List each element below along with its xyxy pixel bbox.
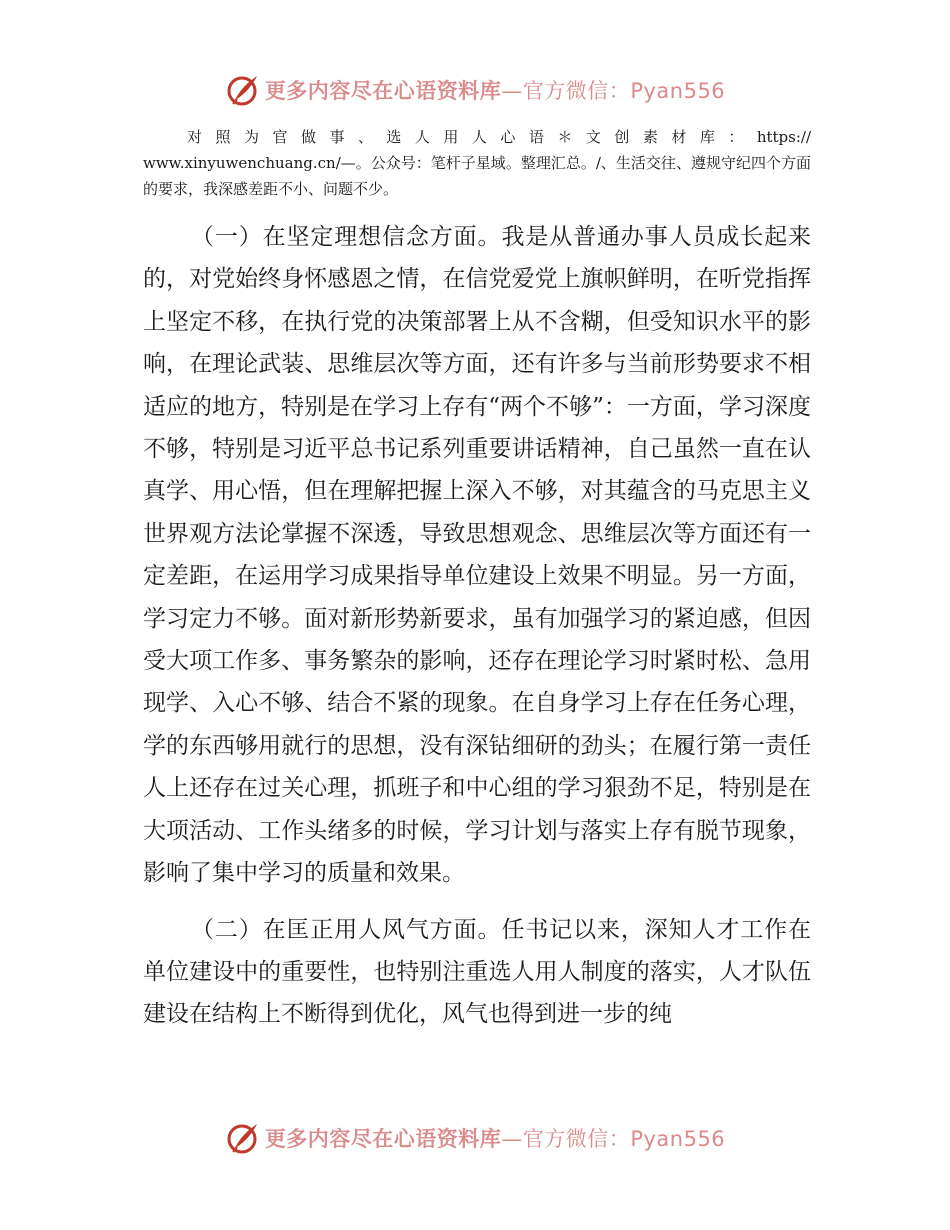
footer-banner-text: 更多内容尽在心语资料库—官方微信：Pyan556 <box>264 1127 726 1151</box>
body-paragraph-2: （二）在匡正用人风气方面。任书记以来，深知人才工作在单位建设中的重要性，也特别注重选人用人制度的落实，人才队伍建设在结构上不断得到优化，风气也得到进一步的纯 <box>143 916 811 1028</box>
quill-logo-icon <box>225 72 261 108</box>
intro-paragraph <box>143 124 811 202</box>
body-paragraph-1: （一）在坚定理想信念方面。我是从普通办事人员成长起来的，对党始终身怀感恩之情，在信党爱党上旗帜鲜明，在听党指挥上坚定不移，在执行党的决策部署上从不含糊，但受知识水平的影响，在理论武装、思维层次等方面，还有许多与当前形势要求不相适应的地方，特别是在学习上存有“两个不够”：一方面，学习深度不够，特别是习近平总书记系列重要讲话精神，自己虽然一直在认真学、用心悟，但在理解把握上深入不够，对其蕴含的马克思主义世界观方法论掌握不深透，导致思想观念、思维层次等方面还有一定差距，在运用学习成果指导单位建设上效果不明显。另一方面，学习定力不够。面对新形势新要求，虽有加强学习的紧迫感，但因受大项工作多、事务繁杂的影响，还存在理论学习时紧时松、急用现学、入心不够、结合不紧的现象。在自身学习上存在任务心理，学的东西够用就行的思想，没有深钻细研的劲头；在履行第一责任人上还存在过关心理，抓班子和中心组的学习狠劲不足，特别是在大项活动、工作头绪多的时候，学习计划与落实上存有脱节现象，影响了集中学习的质量和效果。 <box>143 224 811 887</box>
header-banner <box>0 70 950 110</box>
header-banner-text: 更多内容尽在心语资料库—官方微信：Pyan556 <box>264 79 726 103</box>
intro-line-rest: www.xinyuwenchuang.cn/—。公众号：笔杆子星域。整理汇总。/、生活交往、遵规守纪四个方面的要求，我深感差距不小、问题不少。 <box>143 154 811 198</box>
footer-banner <box>0 1118 950 1158</box>
quill-logo-icon <box>225 1120 261 1156</box>
intro-line-1: 对照为官做事、选人用人心语＊文创素材库：https:// <box>187 128 811 146</box>
document-body <box>143 216 811 1036</box>
